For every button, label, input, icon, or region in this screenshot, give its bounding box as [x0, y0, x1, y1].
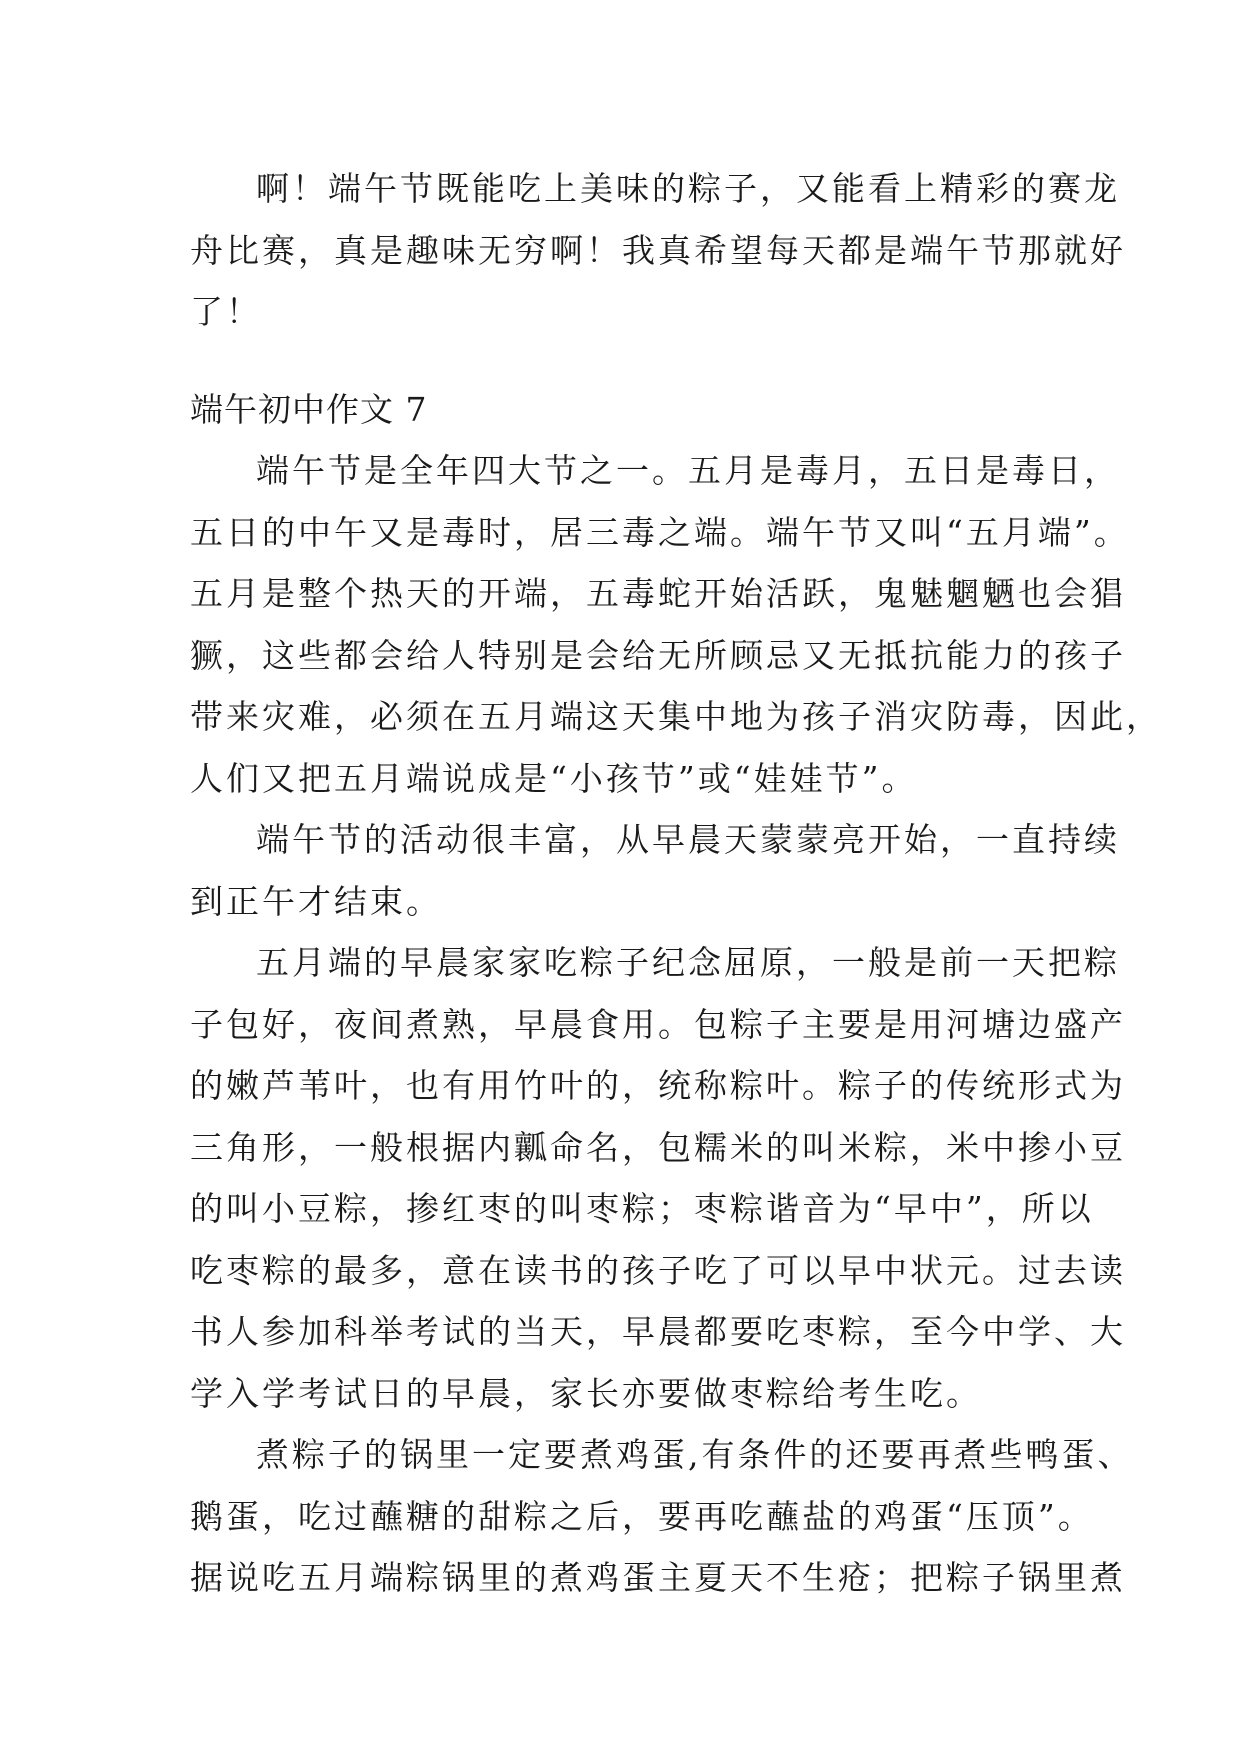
text-line: 舟比赛，真是趣味无穷啊！我真希望每天都是端午节那就好: [190, 230, 1126, 270]
text-line: 鹅蛋，吃过蘸糖的甜粽之后，要再吃蘸盐的鸡蛋“压顶”。: [190, 1496, 1094, 1536]
text-line: 书人参加科举考试的当天，早晨都要吃枣粽，至今中学、大: [190, 1312, 1126, 1351]
section-heading: 端午初中作文 7: [190, 389, 428, 429]
text-line: 五月是整个热天的开端，五毒蛇开始活跃，鬼魅魍魉也会猖: [190, 574, 1126, 613]
text-line: 煮粽子的锅里一定要煮鸡蛋,有条件的还要再煮些鸭蛋、: [256, 1435, 1134, 1474]
text-line: 子包好，夜间煮熟，早晨食用。包粽子主要是用河塘边盛产: [190, 1004, 1126, 1044]
text-line: 带来灾难，必须在五月端这天集中地为孩子消灾防毒，因此，: [190, 697, 1162, 736]
text-line: 的叫小豆粽，掺红枣的叫枣粽；枣粽谐音为“早中”，所以: [190, 1189, 1094, 1228]
text-line: 到正午才结束。: [190, 881, 442, 921]
text-line: 据说吃五月端粽锅里的煮鸡蛋主夏天不生疮；把粽子锅里煮: [190, 1558, 1126, 1597]
text-line: 学入学考试日的早晨，家长亦要做枣粽给考生吃。: [190, 1373, 982, 1413]
section-gap: [190, 343, 1050, 379]
paragraph: [190, 1424, 1134, 1609]
paragraph: [190, 809, 1120, 932]
paragraph: [190, 932, 1126, 1424]
paragraph-intro: [190, 158, 1126, 343]
paragraph: [190, 440, 1162, 809]
text-line: 端午节是全年四大节之一。五月是毒月，五日是毒日，: [256, 451, 1120, 490]
document-body: [190, 158, 1162, 1609]
text-line: 吃枣粽的最多，意在读书的孩子吃了可以早中状元。过去读: [190, 1250, 1126, 1290]
text-line: 啊！端午节既能吃上美味的粽子，又能看上精彩的赛龙: [256, 169, 1120, 208]
text-line: 了！: [190, 292, 262, 331]
text-line: 五日的中午又是毒时，居三毒之端。端午节又叫“五月端”。: [190, 512, 1130, 552]
text-line: 三角形，一般根据内瓤命名，包糯米的叫米粽，米中掺小豆: [190, 1127, 1126, 1167]
text-line: 人们又把五月端说成是“小孩节”或“娃娃节”。: [190, 758, 918, 798]
text-line: 獗，这些都会给人特别是会给无所顾忌又无抵抗能力的孩子: [190, 635, 1126, 675]
text-line: 端午节的活动很丰富，从早晨天蒙蒙亮开始，一直持续: [256, 820, 1120, 859]
text-line: 的嫩芦苇叶，也有用竹叶的，统称粽叶。粽子的传统形式为: [190, 1066, 1126, 1105]
text-line: 五月端的早晨家家吃粽子纪念屈原，一般是前一天把粽: [256, 943, 1120, 982]
